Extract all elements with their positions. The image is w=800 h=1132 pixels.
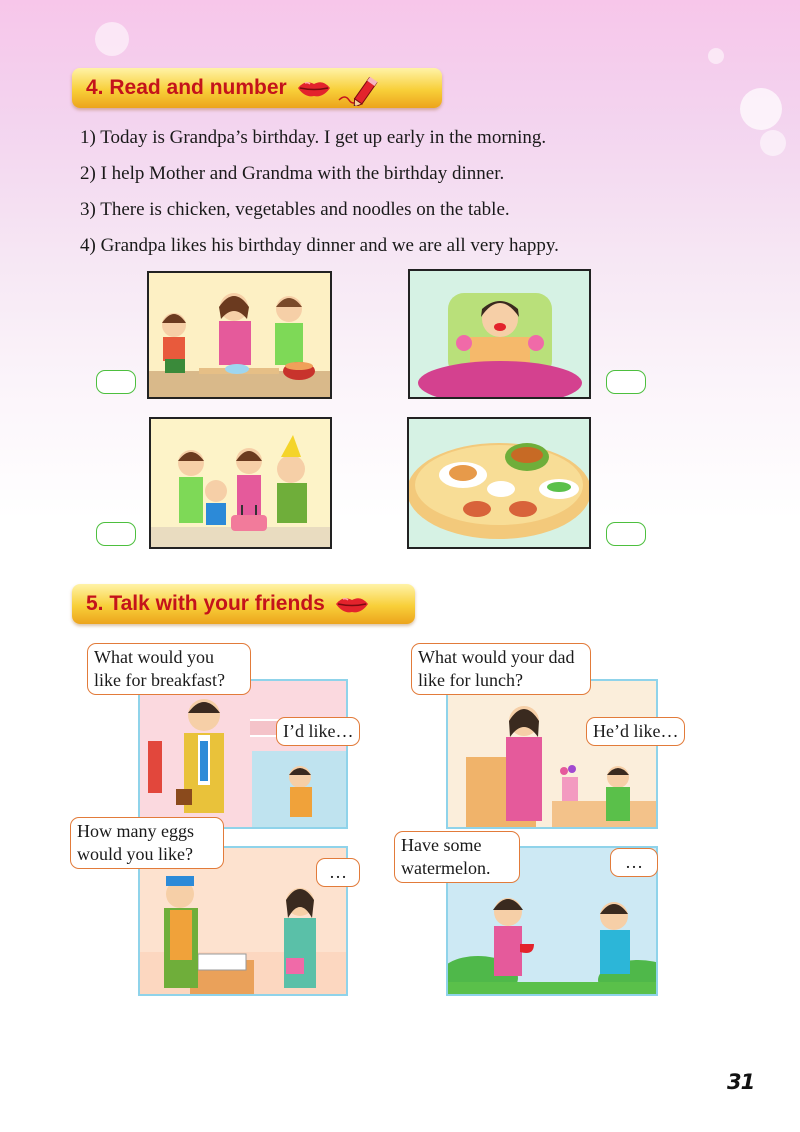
sentence-2: 2) I help Mother and Grandma with the birthday dinner. <box>80 163 505 184</box>
section-5-header <box>72 584 415 624</box>
section-5-title: 5. Talk with your friends <box>86 592 325 615</box>
picture-getting-up <box>408 269 591 399</box>
answer-box-party[interactable] <box>96 522 136 546</box>
sentence-3: 3) There is chicken, vegetables and noodles on the table. <box>80 199 510 220</box>
picture-dinner-table <box>407 417 591 549</box>
speech-bubble-breakfast-question <box>87 643 251 695</box>
speech-bubble-watermelon-answer <box>610 848 658 877</box>
answer-box-cooking[interactable] <box>96 370 136 394</box>
speech-bubble-lunch-answer <box>586 717 685 746</box>
page-number: 31 <box>727 1070 755 1094</box>
answer-box-getting-up[interactable] <box>606 370 646 394</box>
bubble-text: I’d like… <box>283 721 354 741</box>
sentence-4: 4) Grandpa likes his birthday dinner and we are all very happy. <box>80 235 559 256</box>
speech-bubble-eggs-question <box>70 817 224 869</box>
bubble-text: He’d like… <box>593 721 679 741</box>
decorative-bubble <box>708 48 724 64</box>
speech-bubble-watermelon-offer <box>394 831 520 883</box>
section-4-title: 4. Read and number <box>86 76 287 99</box>
decorative-bubble <box>760 130 786 156</box>
bubble-text: … <box>329 862 347 882</box>
answer-box-table[interactable] <box>606 522 646 546</box>
speech-bubble-breakfast-answer <box>276 717 360 746</box>
picture-birthday-party <box>149 417 332 549</box>
bubble-text: Have some watermelon. <box>401 835 491 878</box>
scene-breakfast <box>138 679 348 829</box>
pencil-icon <box>337 70 383 106</box>
section-4-header <box>72 68 442 108</box>
decorative-bubble <box>95 22 129 56</box>
bubble-text: How many eggs would you like? <box>77 821 194 864</box>
lips-icon <box>335 594 369 614</box>
picture-cooking-dinner <box>147 271 332 399</box>
lips-icon <box>297 78 331 98</box>
bubble-text: What would your dad like for lunch? <box>418 647 575 690</box>
speech-bubble-lunch-question <box>411 643 591 695</box>
bubble-text: … <box>625 852 643 872</box>
bubble-text: What would you like for breakfast? <box>94 647 225 690</box>
reading-sentences <box>80 120 559 264</box>
sentence-1: 1) Today is Grandpa’s birthday. I get up early in the morning. <box>80 127 547 148</box>
scene-lunch <box>446 679 658 829</box>
decorative-bubble <box>740 88 782 130</box>
speech-bubble-eggs-answer <box>316 858 360 887</box>
